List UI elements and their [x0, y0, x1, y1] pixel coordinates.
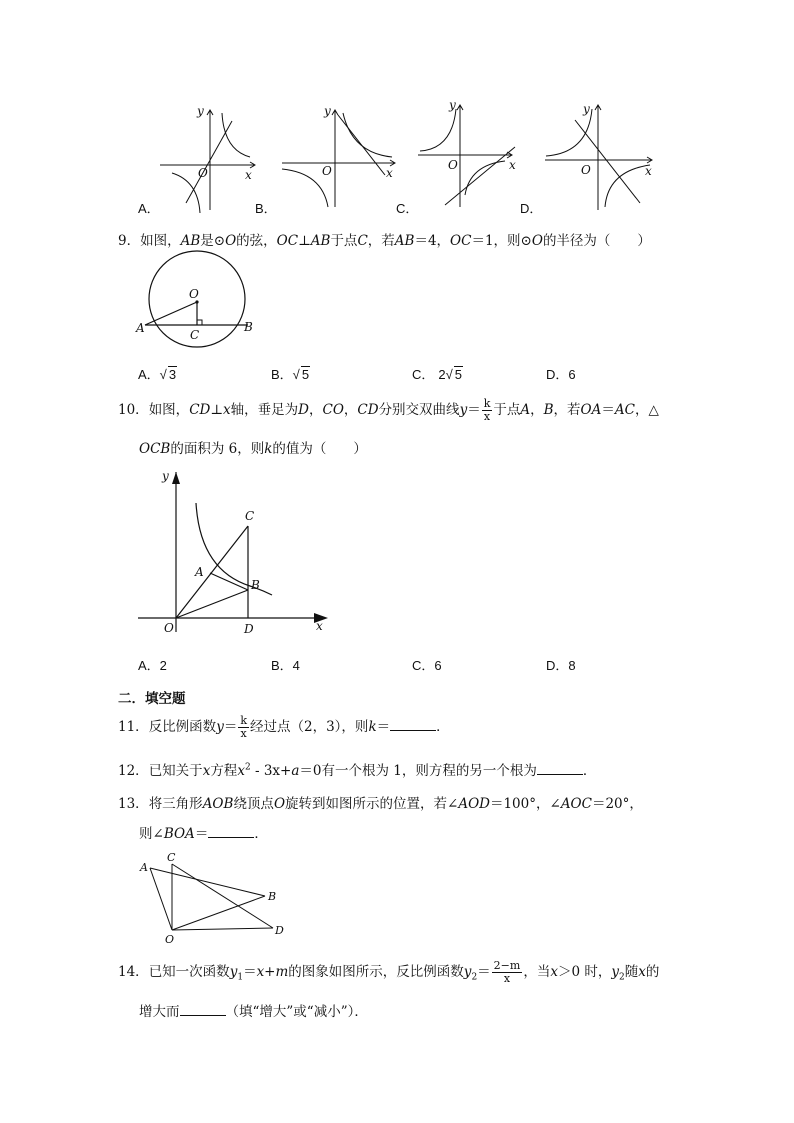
q8-option-a[interactable]: A．: [138, 201, 160, 216]
q9-label-a: A: [136, 321, 145, 335]
q12-answer-blank[interactable]: [537, 762, 583, 775]
q10-label-o: O: [164, 621, 174, 635]
q8b-x-label: x: [386, 166, 393, 180]
q8d-origin: O: [581, 163, 591, 177]
q11-answer-blank[interactable]: [390, 718, 436, 731]
q8c-hyperbola-1: [420, 109, 456, 151]
q9-option-c[interactable]: C． 2√ 5: [412, 367, 462, 382]
q10-fraction: $\frac{k}{x}$: [483, 397, 491, 423]
q14-answer-blank[interactable]: [180, 1003, 226, 1016]
q8-option-d[interactable]: D．: [520, 201, 543, 216]
q10-hyperbola: [196, 503, 272, 595]
q13-segment-cd: [172, 864, 273, 928]
q10-label-a: A: [195, 565, 204, 579]
q14-fraction: $\frac{2-m}{x}$: [493, 959, 521, 985]
q13-stem-line2: 则∠BOA＝ ．: [139, 826, 268, 842]
q10-label-d: D: [244, 622, 254, 636]
q8d-line: [575, 120, 640, 203]
q8a-hyperbola-2: [172, 173, 200, 213]
q9-label-c: C: [190, 328, 200, 342]
q13-answer-blank[interactable]: [208, 825, 254, 838]
q10-option-b[interactable]: B．4: [271, 658, 300, 673]
q9-label-o: O: [189, 287, 199, 301]
q8c-y-label: y: [449, 98, 456, 112]
q9-circle-figure: [130, 250, 270, 350]
q10-stem-line1: 10．如图，CD⊥x轴，垂足为D，CO，CD分别交双曲线y＝ $\frac{k}{x}$ 于点A，B，若OA＝AC，△: [118, 397, 659, 423]
q10-stem-line2: OCB的面积为 6，则k的值为（ ）: [139, 441, 367, 457]
q8-graph-c: [418, 105, 515, 207]
q10-option-d[interactable]: D．8: [546, 658, 576, 673]
q9-segment-oa: [145, 302, 197, 325]
q10-label-y: y: [162, 469, 169, 483]
q13-label-c: C: [167, 851, 176, 864]
q11-stem: 11．反比例函数y＝ $\frac{k}{x}$ 经过点（2，3），则k＝ ．: [118, 714, 450, 740]
q8b-origin: O: [322, 164, 332, 178]
q9-label-b: B: [244, 320, 253, 334]
q8a-y-label: y: [197, 104, 204, 118]
q13-segment-ao: [150, 868, 172, 930]
q14-stem-line2: 增大而 （填“增大”或“减小”）．: [139, 1004, 368, 1020]
q8-option-c[interactable]: C．: [396, 201, 419, 216]
q8c-origin: O: [448, 158, 458, 172]
q10-label-b: B: [251, 578, 260, 592]
q8c-x-label: x: [509, 158, 516, 172]
q8-option-b[interactable]: B．: [255, 201, 277, 216]
q8-graph-d: [545, 105, 652, 210]
q8b-y-label: y: [324, 104, 331, 118]
q13-segment-ab: [150, 868, 265, 896]
q8b-hyperbola-1: [343, 113, 392, 157]
q8-graph-b: [282, 110, 395, 207]
q8d-y-label: y: [583, 102, 590, 116]
q10-option-a[interactable]: A．2: [138, 658, 167, 673]
q13-segment-ob: [172, 896, 265, 930]
q13-label-d: D: [275, 924, 284, 937]
q13-label-a: A: [140, 861, 148, 874]
q10-label-x: x: [316, 619, 323, 633]
q9-option-b[interactable]: B．√ 5: [271, 367, 310, 382]
q13-label-o: O: [165, 933, 175, 946]
q10-figure: [130, 460, 340, 640]
q8a-hyperbola-1: [222, 113, 250, 157]
q9-option-d[interactable]: D．6: [546, 367, 576, 382]
q10-y-arrow: [172, 472, 180, 484]
q10-option-c[interactable]: C．6: [412, 658, 442, 673]
q13-stem-line1: 13．将三角形AOB绕顶点O旋转到如图所示的位置，若∠AOD＝100°，∠AOC＝20°，: [118, 796, 643, 812]
q13-figure: [130, 848, 300, 948]
q10-label-c: C: [245, 509, 255, 523]
q8d-x-label: x: [645, 164, 652, 178]
q9-right-angle: [197, 320, 202, 325]
q8a-origin: O: [198, 166, 208, 180]
q9-option-a[interactable]: A．√ 3: [138, 367, 177, 382]
q8d-hyperbola-2: [605, 165, 650, 207]
section-title-fill-blank: 二．填空题: [118, 691, 186, 707]
q8c-hyperbola-2: [465, 161, 505, 195]
q13-segment-od: [172, 928, 273, 930]
q11-fraction: $\frac{k}{x}$: [240, 714, 247, 740]
q14-stem-line1: 14．已知一次函数$y_1=x+m$的图象如图所示，反比例函数$y_2=$ $\frac{2-m}{x}$ ，当x＞0 时，$y_2$随x的: [118, 959, 660, 985]
q9-stem: 9．如图，AB是⊙O的弦，OC⊥AB于点C，若AB＝4，OC＝1，则⊙O的半径为（ ）: [118, 233, 651, 249]
q8c-line: [445, 147, 515, 205]
q13-label-b: B: [268, 890, 277, 903]
q12-stem: 12．已知关于x方程$x^2 - 3x+a=0$有一个根为 1，则方程的另一个根为 ．: [118, 762, 597, 779]
q8a-x-label: x: [245, 168, 252, 182]
q8-graph-a: [160, 110, 255, 213]
